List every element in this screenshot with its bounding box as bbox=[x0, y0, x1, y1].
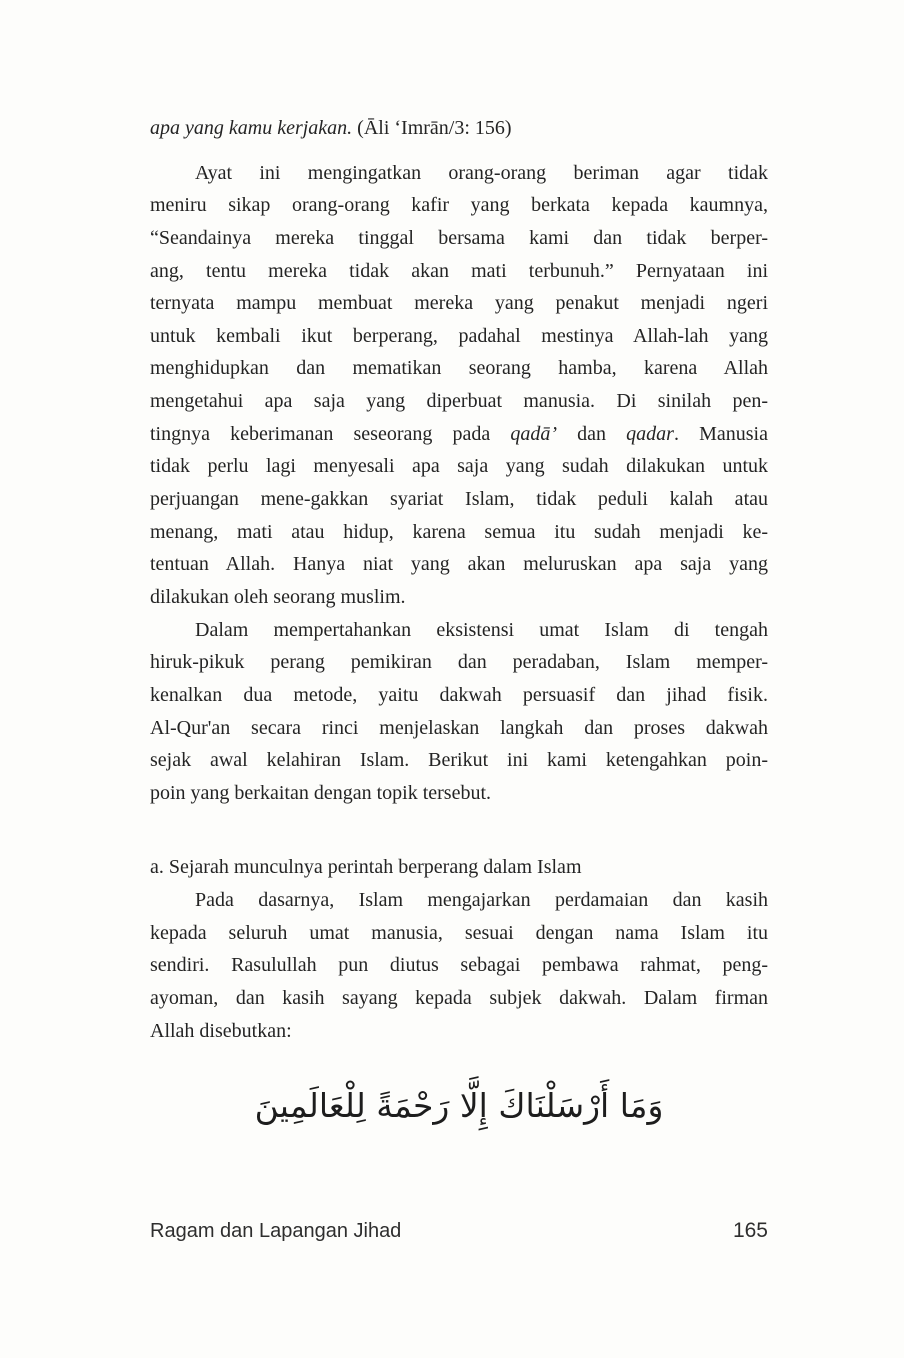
paragraph-line: Ayat ini mengingatkan orang-orang beriman agar tidak bbox=[195, 161, 768, 184]
term-italic: qadā’ bbox=[510, 422, 558, 445]
line-text: . Manusia bbox=[673, 422, 768, 445]
section-heading: a. Sejarah munculnya perintah berperang dalam Islam bbox=[150, 856, 582, 879]
paragraph-line: untuk kembali ikut berperang, padahal mestinya Allah-lah yang bbox=[150, 324, 768, 347]
paragraph-line: Al-Qur'an secara rinci menjelaskan langkah dan proses dakwah bbox=[150, 716, 768, 739]
paragraph-line: tentuan Allah. Hanya niat yang akan meluruskan apa saja yang bbox=[150, 553, 768, 576]
paragraph-line: ang, tentu mereka tidak akan mati terbunuh.” Pernyataan ini bbox=[150, 259, 768, 282]
paragraph-line: “Seandainya mereka tinggal bersama kami dan tidak berper- bbox=[150, 226, 768, 249]
paragraph-line: dilakukan oleh seorang muslim. bbox=[150, 585, 406, 608]
paragraph-line: kenalkan dua metode, yaitu dakwah persuasif dan jihad fisik. bbox=[150, 683, 768, 706]
paragraph-line-mixed bbox=[150, 418, 768, 451]
paragraph-2 bbox=[150, 614, 768, 810]
paragraph-line: ayoman, dan kasih sayang kepada subjek dakwah. Dalam firman bbox=[150, 987, 768, 1010]
paragraph-line: Allah disebutkan: bbox=[150, 1019, 292, 1042]
paragraph-1 bbox=[150, 157, 768, 614]
line-text: tingnya keberimanan seseorang pada bbox=[150, 422, 511, 445]
footer-section-title: Ragam dan Lapangan Jihad bbox=[150, 1220, 402, 1242]
paragraph-3 bbox=[150, 884, 768, 1047]
verse-citation: (Āli ‘Imrān/3: 156) bbox=[352, 117, 512, 139]
page-footer bbox=[150, 1219, 768, 1243]
arabic-verse: وَمَا أَرْسَلْنَاكَ إِلَّا رَحْمَةً لِلْعَالَمِينَ bbox=[254, 1086, 664, 1126]
text-column bbox=[150, 112, 768, 1137]
paragraph-line: poin yang berkaitan dengan topik tersebut. bbox=[150, 781, 492, 804]
paragraph-line: ternyata mampu membuat mereka yang penakut menjadi ngeri bbox=[150, 292, 768, 315]
paragraph-line: Pada dasarnya, Islam mengajarkan perdamaian dan kasih bbox=[195, 889, 768, 912]
paragraph-line: meniru sikap orang-orang kafir yang berkata kepada kaumnya, bbox=[150, 194, 768, 217]
paragraph-line: menang, mati atau hidup, karena semua itu sudah menjadi ke- bbox=[150, 520, 768, 543]
paragraph-line: perjuangan mene-gakkan syariat Islam, tidak peduli kalah atau bbox=[150, 488, 768, 511]
paragraph-line: sendiri. Rasulullah pun diutus sebagai pembawa rahmat, peng- bbox=[150, 954, 768, 977]
paragraph-line: mengetahui apa saja yang diperbuat manusia. Di sinilah pen- bbox=[150, 390, 768, 413]
paragraph-line: sejak awal kelahiran Islam. Berikut ini kami ketengahkan poin- bbox=[150, 749, 768, 772]
verse-quote-italic: apa yang kamu kerjakan. bbox=[150, 117, 353, 139]
paragraph-line: Dalam mempertahankan eksistensi umat Islam di tengah bbox=[195, 618, 768, 641]
paragraph-line: tidak perlu lagi menyesali apa saja yang sudah dilakukan untuk bbox=[150, 455, 768, 478]
verse-reference bbox=[150, 112, 768, 145]
line-text: dan bbox=[557, 422, 627, 445]
footer-page-number: 165 bbox=[732, 1219, 768, 1242]
paragraph-line: kepada seluruh umat manusia, sesuai dengan nama Islam itu bbox=[150, 921, 768, 944]
term-italic: qadar bbox=[626, 422, 674, 445]
paragraph-line: hiruk-pikuk perang pemikiran dan peradaban, Islam memper- bbox=[150, 651, 768, 674]
paragraph-line: menghidupkan dan mematikan seorang hamba, karena Allah bbox=[150, 357, 768, 380]
